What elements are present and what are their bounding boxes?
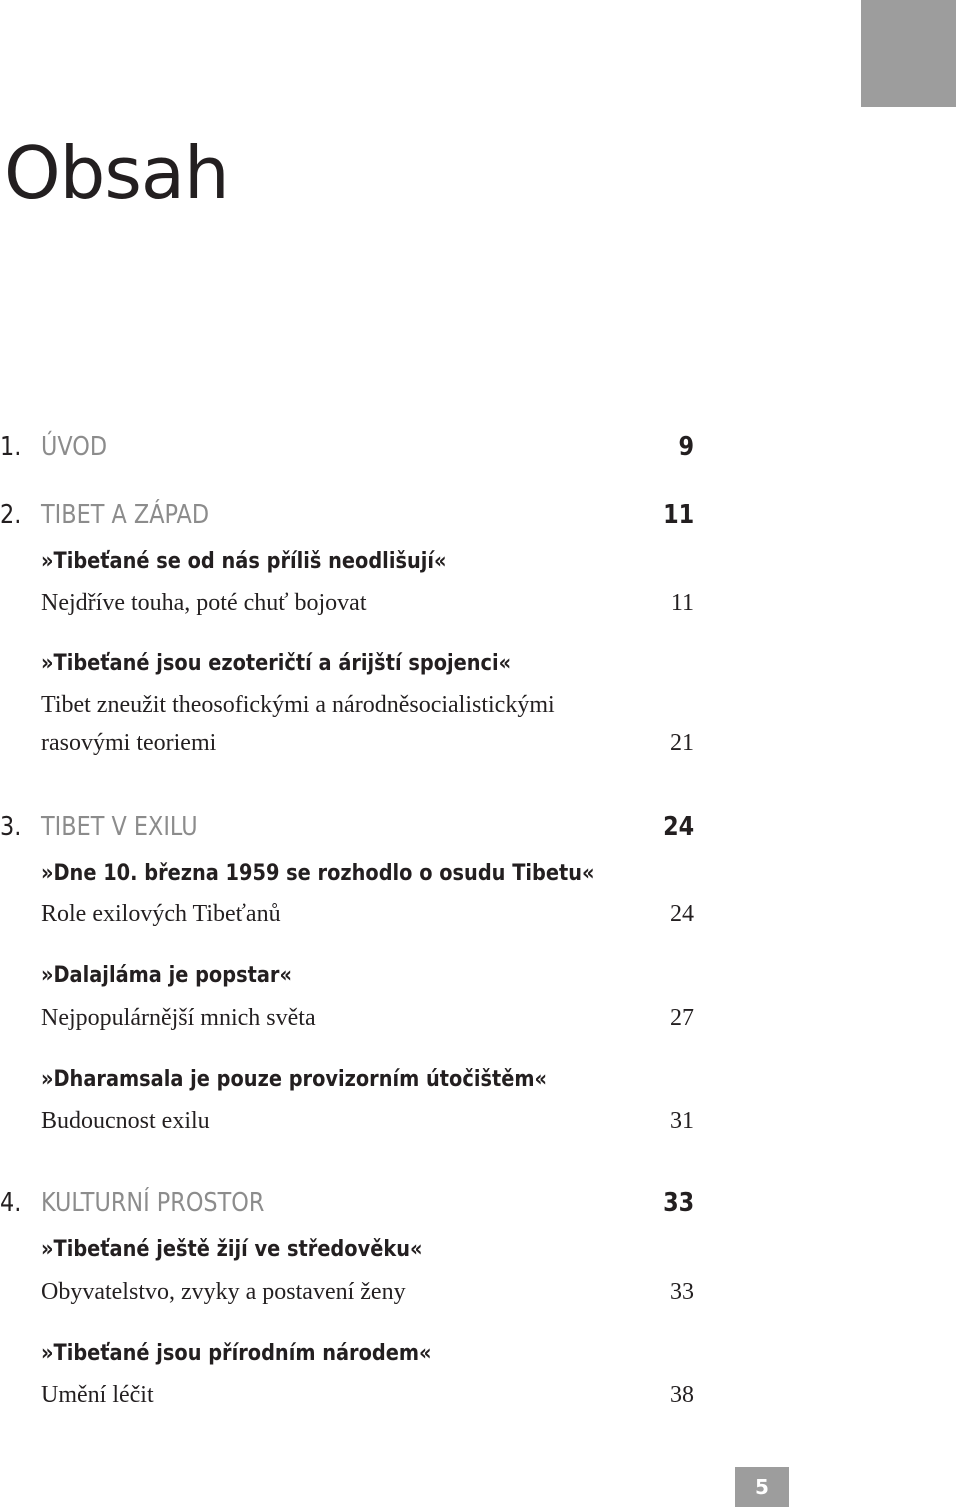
- chapter-page: 24: [662, 812, 694, 842]
- section-subtitle-row[interactable]: [0, 590, 960, 624]
- section-subtitle: Nejdříve touha, poté chuť bojovat: [41, 590, 367, 616]
- chapter-page: 11: [662, 500, 694, 530]
- section-quote: »Tibeťané ještě žijí ve středověku«: [41, 1236, 423, 1262]
- section-quote-row[interactable]: [0, 1066, 960, 1100]
- section-subtitle: Umění léčit: [41, 1382, 154, 1408]
- section-quote-row[interactable]: [0, 1340, 960, 1374]
- section-subtitle: Nejpopulárnější mnich světa: [41, 1005, 316, 1031]
- section-page: 31: [670, 1108, 694, 1134]
- chapter-4-row[interactable]: [0, 1186, 960, 1226]
- section-subtitle: Tibet zneužit theosofickými a národněsocialistickými: [41, 692, 555, 718]
- section-quote-row[interactable]: [0, 548, 960, 582]
- section-quote: »Tibeťané jsou ezoteričtí a árijští spojenci«: [41, 650, 512, 676]
- section-subtitle: Budoucnost exilu: [41, 1108, 210, 1134]
- section-quote: »Dharamsala je pouze provizorním útočištěm«: [41, 1066, 548, 1092]
- chapter-page: 33: [662, 1188, 694, 1218]
- chapter-title: TIBET V EXILU: [41, 812, 198, 842]
- section-subtitle: Role exilových Tibeťanů: [41, 901, 281, 927]
- section-quote-row[interactable]: [0, 650, 960, 684]
- chapter-number: 3.: [0, 812, 22, 842]
- section-page: 27: [670, 1005, 694, 1031]
- section-subtitle-row[interactable]: [0, 1108, 960, 1142]
- chapter-title: KULTURNÍ PROSTOR: [41, 1188, 265, 1218]
- section-page: 38: [670, 1382, 694, 1408]
- page-title: Obsah: [4, 131, 229, 215]
- page-number-badge: 5: [735, 1467, 789, 1507]
- section-quote-row[interactable]: [0, 860, 960, 894]
- section-subtitle-row[interactable]: [0, 1382, 960, 1416]
- chapter-number: 1.: [0, 432, 22, 462]
- section-page: 21: [670, 730, 694, 756]
- chapter-2-row[interactable]: [0, 498, 960, 538]
- section-subtitle-row[interactable]: [0, 730, 960, 764]
- section-subtitle-row[interactable]: [0, 1005, 960, 1039]
- section-page: 33: [670, 1279, 694, 1305]
- section-subtitle-row[interactable]: [0, 1279, 960, 1313]
- section-quote-row[interactable]: [0, 1236, 960, 1270]
- chapter-1-row[interactable]: [0, 430, 960, 470]
- section-page: 11: [670, 590, 694, 616]
- section-quote: »Dalajláma je popstar«: [41, 962, 292, 988]
- chapter-number: 2.: [0, 500, 22, 530]
- section-quote: »Tibeťané jsou přírodním národem«: [41, 1340, 432, 1366]
- section-subtitle-row[interactable]: [0, 692, 960, 726]
- chapter-3-row[interactable]: [0, 810, 960, 850]
- section-quote: »Tibeťané se od nás příliš neodlišují«: [41, 548, 447, 574]
- section-subtitle: Obyvatelstvo, zvyky a postavení ženy: [41, 1279, 406, 1305]
- chapter-title: ÚVOD: [41, 432, 108, 462]
- chapter-number: 4.: [0, 1188, 22, 1218]
- section-quote-row[interactable]: [0, 962, 960, 996]
- section-subtitle: rasovými teoriemi: [41, 730, 217, 756]
- section-quote: »Dne 10. března 1959 se rozhodlo o osudu Tibetu«: [41, 860, 595, 886]
- chapter-title: TIBET A ZÁPAD: [41, 500, 210, 530]
- section-page: 24: [670, 901, 694, 927]
- chapter-page: 9: [678, 432, 694, 462]
- section-subtitle-row[interactable]: [0, 901, 960, 935]
